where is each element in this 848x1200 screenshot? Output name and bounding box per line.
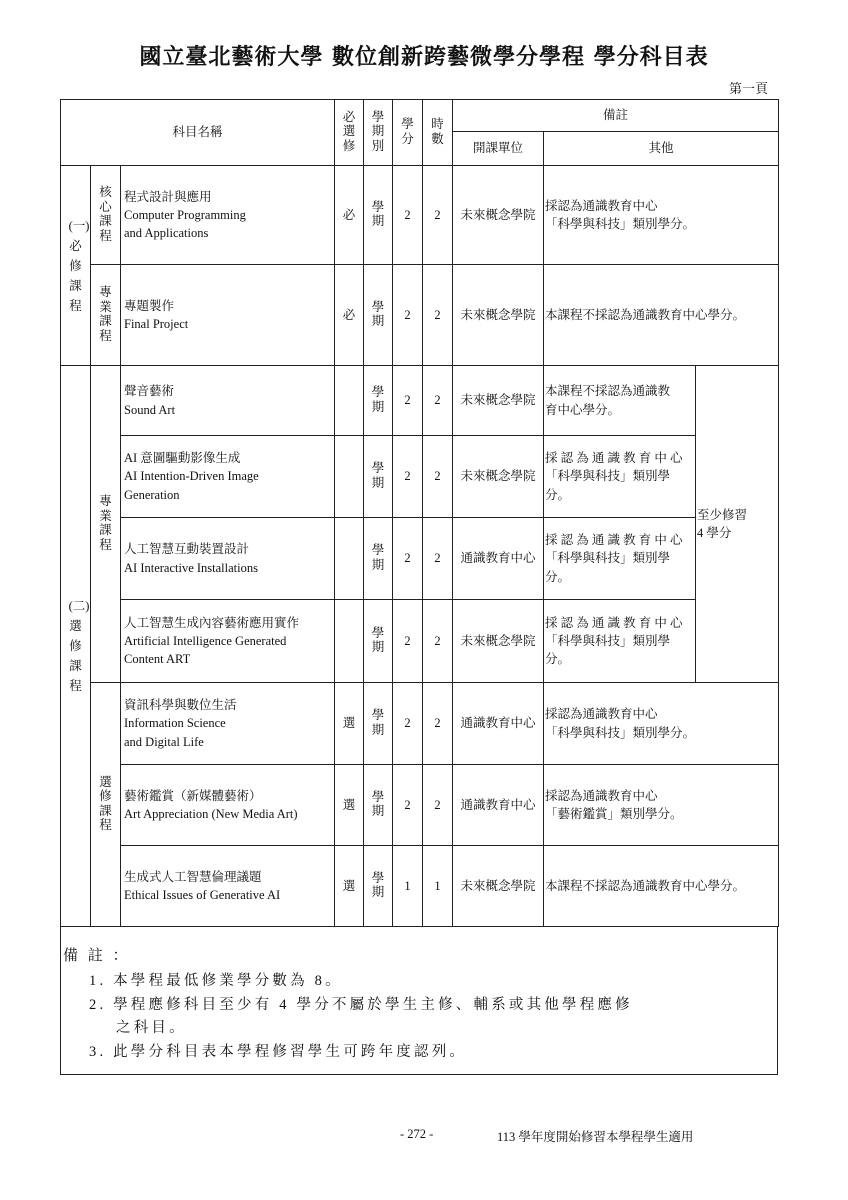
required-cell — [335, 366, 364, 436]
hours-cell: 2 — [423, 600, 453, 683]
header-remarks: 備註 — [453, 100, 779, 132]
credits-cell: 2 — [393, 436, 423, 518]
remark-line: 分。 — [545, 652, 571, 667]
header-hours: 時數 — [431, 117, 444, 146]
remark-line: 採認為通識教育中心 — [545, 707, 658, 722]
subject-name-en: Content ART — [124, 652, 191, 667]
subject-name-en: and Applications — [124, 226, 209, 241]
hours-cell: 2 — [423, 436, 453, 518]
subject-name-zh: 人工智慧生成內容藝術應用實作 — [124, 615, 300, 630]
notes-heading: 備 註 ： — [63, 948, 131, 964]
subject-cell — [121, 600, 335, 683]
credits-cell: 2 — [393, 765, 423, 846]
category-required: (一)必修課程 — [68, 218, 90, 313]
remark-cell — [544, 683, 779, 765]
remark-line: 採 認 為 通 識 教 育 中 心 — [545, 533, 683, 548]
hours-cell: 1 — [423, 846, 453, 927]
subject-name-en: Sound Art — [124, 402, 176, 417]
subject-name-en: Information Science — [124, 716, 226, 731]
subject-name-en: Generation — [124, 487, 180, 502]
remark-line: 採認為通識教育中心 — [545, 198, 658, 213]
unit-cell: 通識教育中心 — [453, 765, 544, 846]
unit-cell: 未來概念學院 — [453, 846, 544, 927]
remark-cell — [544, 366, 696, 436]
notes-section — [60, 927, 778, 1075]
note-text: 學程應修科目至少有 4 學分不屬於學生主修、輔系或其他學程應修 — [113, 997, 633, 1013]
credits-cell: 2 — [393, 166, 423, 265]
credits-cell: 2 — [393, 366, 423, 436]
remark-line: 採 認 為 通 識 教 育 中 心 — [545, 451, 683, 466]
hours-cell: 2 — [423, 166, 453, 265]
remark-line: 「科學與科技」類別學 — [545, 633, 671, 648]
subject-name-zh: 藝術鑑賞（新媒體藝術） — [124, 788, 262, 803]
unit-cell: 未來概念學院 — [453, 366, 544, 436]
note-number: 3. — [89, 1044, 107, 1060]
required-cell: 必 — [335, 166, 364, 265]
note-text: 本學程最低修業學分數為 8。 — [113, 973, 343, 989]
note-item-2-cont: 之科目。 — [116, 1020, 187, 1036]
unit-cell: 未來概念學院 — [453, 600, 544, 683]
remark-cell — [544, 518, 696, 600]
required-cell: 必 — [335, 265, 364, 366]
header-subject: 科目名稱 — [61, 100, 335, 166]
remark-line: 「科學與科技」類別學分。 — [545, 725, 696, 740]
term-cell: 學期 — [371, 199, 385, 229]
document-title: 國立臺北藝術大學 數位創新跨藝微學分學程 學分科目表 — [139, 45, 709, 70]
subcategory-project: 專業課程 — [99, 285, 112, 343]
header-unit: 開課單位 — [453, 132, 544, 166]
remark-line: 本課程不採認為通識教 — [545, 384, 671, 399]
subject-name-en: AI Intention-Driven Image — [124, 469, 259, 484]
remark-line: 「科學與科技」類別學 — [545, 551, 671, 566]
remark-line: 採 認 為 通 識 教 育 中 心 — [545, 615, 683, 630]
remark-line: 分。 — [545, 569, 571, 584]
term-cell: 學期 — [371, 625, 385, 655]
table-row — [61, 265, 779, 366]
credits-cell: 2 — [393, 518, 423, 600]
remark-cell — [544, 265, 779, 366]
note-number: 1. — [89, 973, 107, 989]
note-item-2 — [89, 993, 779, 1014]
min-note-line: 至少修習 — [697, 507, 748, 522]
remark-cell — [544, 846, 779, 927]
header-row — [61, 100, 779, 132]
subject-cell — [121, 166, 335, 265]
hours-cell: 2 — [423, 518, 453, 600]
footer-page-number: - 272 - — [400, 1127, 434, 1141]
subject-name-zh: 程式設計與應用 — [124, 189, 212, 204]
hours-cell: 2 — [423, 265, 453, 366]
required-cell: 選 — [335, 846, 364, 927]
subject-name-zh: 聲音藝術 — [124, 384, 175, 399]
table-row — [61, 765, 779, 846]
subject-name-en: Final Project — [124, 317, 189, 331]
subject-cell — [121, 436, 335, 518]
subject-cell — [121, 518, 335, 600]
unit-cell: 未來概念學院 — [453, 166, 544, 265]
subject-name-en: Art Appreciation (New Media Art) — [124, 807, 298, 821]
subcategory-professional: 專業課程 — [99, 494, 112, 552]
table-row — [61, 366, 779, 436]
subject-cell — [121, 265, 335, 366]
term-cell: 學期 — [371, 543, 385, 572]
table-row — [61, 846, 779, 927]
term-cell: 學期 — [371, 789, 385, 819]
required-cell: 選 — [335, 683, 364, 765]
subject-name-en: Computer Programming — [124, 207, 246, 222]
header-credits: 學分 — [401, 117, 414, 146]
table-row — [61, 166, 779, 265]
table-row — [61, 600, 779, 683]
remark-line: 「藝術鑑賞」類別學分。 — [545, 807, 683, 821]
subject-name-en: AI Interactive Installations — [124, 560, 258, 575]
remark-line: 「科學與科技」類別學 — [545, 469, 671, 484]
remark-line: 「科學與科技」類別學分。 — [545, 217, 696, 231]
subject-cell — [121, 846, 335, 927]
subject-name-zh: 資訊科學與數位生活 — [124, 698, 237, 713]
unit-cell: 通識教育中心 — [453, 518, 544, 600]
term-cell: 學期 — [371, 385, 385, 414]
subject-cell — [121, 683, 335, 765]
unit-cell: 未來概念學院 — [453, 265, 544, 366]
remark-line: 育中心學分。 — [545, 402, 621, 417]
hours-cell: 2 — [423, 366, 453, 436]
header-term: 學期別 — [371, 110, 385, 153]
subcategory-core: 核心課程 — [99, 185, 112, 243]
subject-name-en: and Digital Life — [124, 734, 204, 749]
credits-cell: 2 — [393, 683, 423, 765]
subject-name-zh: 人工智慧互動裝置設計 — [124, 542, 250, 557]
remark-line: 本課程不採認為通識教育中心學分。 — [545, 307, 746, 322]
required-cell: 選 — [335, 765, 364, 846]
subject-name-en: Ethical Issues of Generative AI — [124, 888, 281, 902]
category-elective: (二)選修課程 — [68, 599, 90, 693]
subject-name-en: Artificial Intelligence Generated — [124, 633, 287, 648]
course-table — [60, 99, 779, 927]
note-item-3 — [89, 1040, 467, 1061]
min-note-line: 4 學分 — [697, 526, 732, 540]
term-cell: 學期 — [371, 870, 385, 900]
required-cell — [335, 600, 364, 683]
subject-cell — [121, 765, 335, 846]
subject-name-zh: AI 意圖驅動影像生成 — [124, 451, 241, 466]
term-cell: 學期 — [371, 461, 385, 490]
table-row — [61, 436, 779, 518]
remark-cell — [544, 600, 696, 683]
min-credit-note — [696, 366, 779, 683]
remark-cell — [544, 166, 779, 265]
note-text: 此學分科目表本學程修習學生可跨年度認列。 — [113, 1044, 468, 1060]
credits-cell: 2 — [393, 265, 423, 366]
footer-applicability: 113 學年度開始修習本學程學生適用 — [497, 1130, 694, 1144]
unit-cell: 未來概念學院 — [453, 436, 544, 518]
hours-cell: 2 — [423, 683, 453, 765]
hours-cell: 2 — [423, 765, 453, 846]
note-number: 2. — [89, 997, 107, 1013]
credits-cell: 1 — [393, 846, 423, 927]
subject-cell — [121, 366, 335, 436]
subject-name-zh: 生成式人工智慧倫理議題 — [124, 869, 262, 884]
table-row — [61, 683, 779, 765]
header-required: 必選修 — [342, 110, 356, 153]
header-other: 其他 — [544, 132, 779, 166]
page-label: 第一頁 — [728, 81, 768, 96]
term-cell: 學期 — [371, 708, 385, 737]
credits-cell: 2 — [393, 600, 423, 683]
remark-line: 本課程不採認為通識教育中心學分。 — [545, 878, 746, 893]
unit-cell: 通識教育中心 — [453, 683, 544, 765]
required-cell — [335, 436, 364, 518]
required-cell — [335, 518, 364, 600]
remark-cell — [544, 436, 696, 518]
table-row — [61, 518, 779, 600]
remark-cell — [544, 765, 779, 846]
subject-name-zh: 專題製作 — [124, 298, 175, 313]
term-cell: 學期 — [371, 299, 385, 329]
note-item-1 — [89, 969, 343, 990]
remark-line: 分。 — [545, 487, 571, 502]
remark-line: 採認為通識教育中心 — [545, 788, 658, 803]
subcategory-elective: 選修課程 — [99, 774, 112, 832]
